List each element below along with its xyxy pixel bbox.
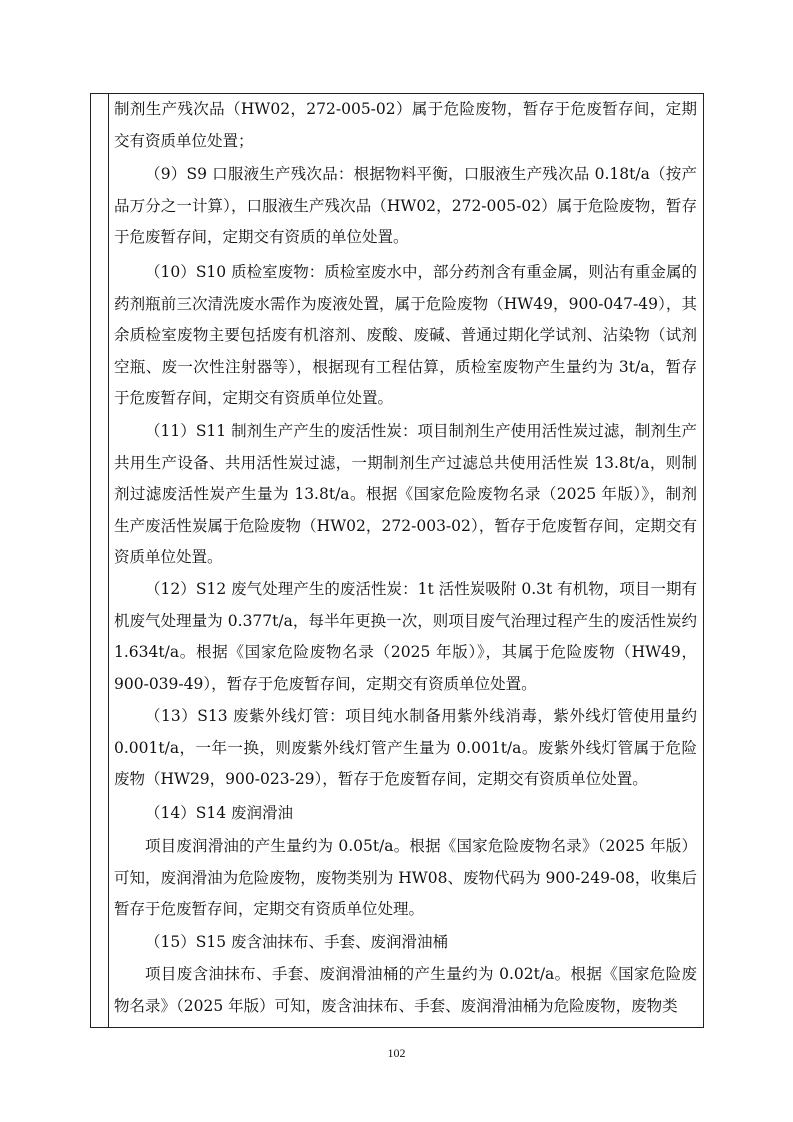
- paragraph-s10: （10）S10 质检室废物：质检室废水中，部分药剂含有重金属，则沾有重金属的药剂瓶前三次清洗废水需作为废液处置，属于危险废物（HW49，900-047-49），其余质检室废物主要包括废有机溶剂、废酸、废碱、普通过期化学试剂、沾染物（试剂空瓶、废一次性注射器等），根据现有工程估算，质检室废物产生量约为 3t/a，暂存于危废暂存间，定期交有资质单位处置。: [114, 263, 697, 407]
- paragraph-1: 制剂生产残次品（HW02，272-005-02）属于危险废物，暂存于危废暂存间，定期交有资质单位处置；: [114, 100, 697, 150]
- text-body: [108, 94, 703, 1027]
- paragraph-s11: （11）S11 制剂生产产生的废活性炭：项目制剂生产使用活性炭过滤，制剂生产共用生产设备、共用活性炭过滤，一期制剂生产过滤总共使用活性炭 13.8t/a，则制剂过滤废活性炭产生量为 13.8t/a。根据《国家危险废物名录（2025 年版）》，制剂生产废活性炭属于危险废物（HW02，272-003-02），暂存于危废暂存间，定期交有资质单位处置。: [114, 422, 697, 566]
- heading-s15: （15）S15 废含油抹布、手套、废润滑油桶: [145, 933, 448, 951]
- page-number: 102: [387, 1046, 406, 1060]
- content-frame: [90, 93, 704, 1028]
- heading-s14: （14）S14 废润滑油: [145, 804, 293, 822]
- paragraph-s9: （9）S9 口服液生产残次品：根据物料平衡，口服液生产残次品 0.18t/a（按产品万分之一计算），口服液生产残次品（HW02，272-005-02）属于危险废物，暂存于危废暂存间，定期交有资质的单位处置。: [114, 165, 697, 246]
- paragraph-s12: （12）S12 废气处理产生的废活性炭：1t 活性炭吸附 0.3t 有机物，项目一期有机废气处理量为 0.377t/a，每半年更换一次，则项目废气治理过程产生的废活性炭约 1.634t/a。根据《国家危险废物名录（2025 年版）》，其属于危险废物（HW49，900-039-49），暂存于危废暂存间，定期交有资质单位处置。: [114, 580, 697, 693]
- paragraph-s14: 项目废润滑油的产生量约为 0.05t/a。根据《国家危险废物名录》（2025 年版）可知，废润滑油为危险废物，废物类别为 HW08、废物代码为 900-249-08，收集后暂存于危废暂存间，定期交有资质单位处理。: [114, 837, 697, 918]
- paragraph-s15: 项目废含油抹布、手套、废润滑油桶的产生量约为 0.02t/a。根据《国家危险废物名录》（2025 年版）可知，废含油抹布、手套、废润滑油桶为危险废物，废物类: [114, 965, 697, 1015]
- paragraph-s13: （13）S13 废紫外线灯管：项目纯水制备用紫外线消毒，紫外线灯管使用量约 0.001t/a，一年一换，则废紫外线灯管产生量为 0.001t/a。废紫外线灯管属于危险废物（HW29，900-023-29），暂存于危废暂存间，定期交有资质单位处置。: [114, 707, 697, 788]
